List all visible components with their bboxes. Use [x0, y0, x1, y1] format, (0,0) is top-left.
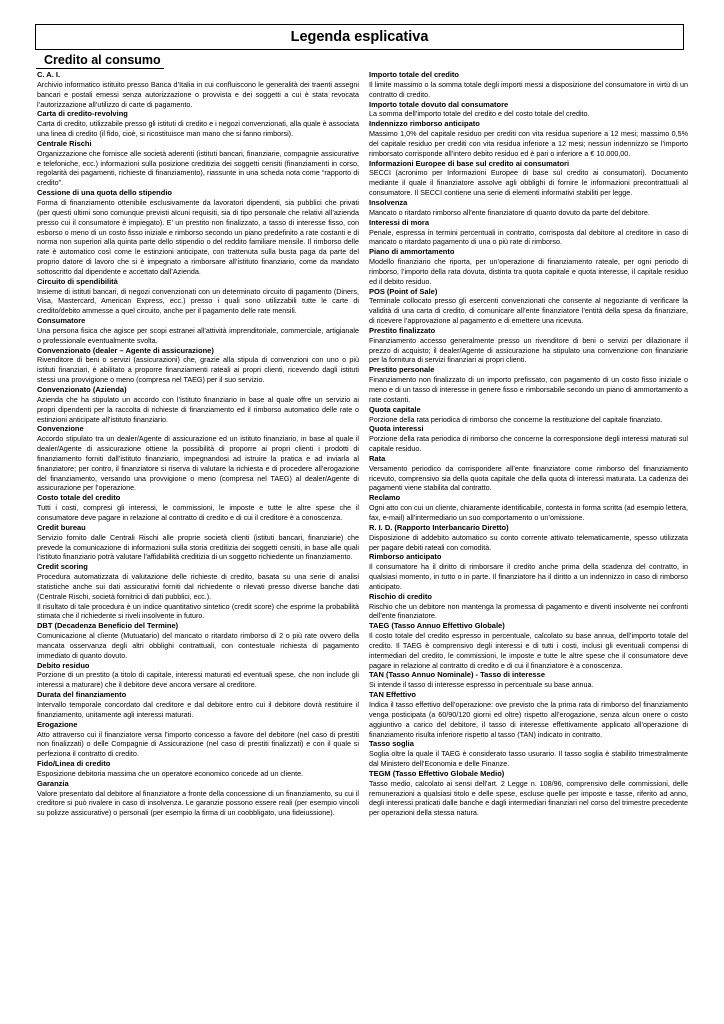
entry-definition: Modello finanziario che riporta, per un’operazione di finanziamento rateale, per ogni periodo di rimborso, l’importo della rata dovuta, distinta tra quota capitale e quota interesse, il capitale residuo ed il debito residuo.	[369, 257, 688, 286]
entry-definition: Tutti i costi, compresi gli interessi, le commissioni, le imposte e tutte le altre spese che il consumatore deve pagare in relazione al contratto di credito e di cui il creditore è a conoscenza.	[37, 503, 359, 522]
entry-term: Costo totale del credito	[37, 493, 121, 503]
entry-definition: Massimo 1,0% del capitale residuo per crediti con vita residua superiore a 12 mesi; massimo 0,5% del capitale residuo per crediti con vita residua inferiore a 12 mesi; nessun indennizzo se l’importo rimborsato corrisponde all’intero debito residuo ed è pari o inferiore a € 10.000,00.	[369, 129, 688, 158]
glossary-entry	[37, 70, 359, 109]
glossary-entry	[369, 100, 688, 120]
entry-definition: Disposizione di addebito automatico su conto corrente attivato telematicamente, spesso utilizzata per pagare debiti rateali con comodità.	[369, 532, 688, 552]
glossary-entry	[369, 690, 688, 739]
glossary-entry	[37, 139, 359, 188]
entry-definition: Esposizione debitoria massima che un operatore economico concede ad un cliente.	[37, 768, 304, 778]
entry-definition: Rivenditore di beni o servizi (assicurazioni) che, grazie alla stipula di convenzioni con uno o più istituti finanziari, è abilitato a proporre finanziamenti rateali ai propri clienti, ricevendo dagli istituti stessi una provvigione o meno (compresa nel TAEG) per il suo servizio.	[37, 355, 359, 385]
entry-term: Fido/Linea di credito	[37, 759, 111, 769]
entry-definition: Rischio che un debitore non mantenga la promessa di pagamento e diventi insolvente nei confronti dell’ente finanziatore.	[369, 601, 688, 621]
glossary-entry	[37, 109, 359, 139]
entry-term: R. I. D. (Rapporto Interbancario Diretto)	[369, 522, 509, 532]
entry-definition: Una persona fisica che agisce per scopi estranei all’attività imprenditoriale, commerciale, artigianale o professionale eventualmente svolta.	[37, 325, 359, 345]
entry-term: Carta di credito-revolving	[37, 109, 128, 119]
entry-definition: La somma dell’importo totale del credito e del costo totale del credito.	[369, 109, 590, 119]
entry-term: Convenzione	[37, 424, 84, 434]
entry-definition: Il costo totale del credito espresso in percentuale, calcolato su base annua, dell’importo totale del credito. Il TAEG è comprensivo degli interessi e di tutti i costi, inclusi gli eventuali compensi di intermediari del credito, le commissioni, le imposte e tutte le altre spese che il consumatore deve pagare in relazione al contratto di credito e di cui il finanziatore è a conoscenza.	[369, 631, 688, 670]
entry-definition: Il consumatore ha il diritto di rimborsare il credito anche prima della scadenza del contratto, in qualsiasi momento, in tutto o in parte. Il finanziatore ha il diritto a un indennizzo in caso di rimborso anticipato.	[369, 562, 688, 591]
section-underline	[36, 68, 164, 69]
entry-definition: Soglia oltre la quale il TAEG è considerato tasso usurario. Il tasso soglia è stabilito trimestralmente dal Ministero dell’Economia e delle Finanze.	[369, 749, 688, 769]
entry-term: TAN Effettivo	[369, 690, 416, 700]
entry-term: Interessi di mora	[369, 217, 430, 227]
glossary-entry	[369, 454, 688, 493]
glossary-entry	[37, 316, 359, 346]
entry-term: DBT (Decadenza Beneficio del Termine)	[37, 621, 179, 631]
glossary-entry	[369, 405, 688, 425]
entry-term: Durata del finanziamento	[37, 690, 127, 700]
entry-definition: Versamento periodico da corrispondere all’ente finanziatore come rimborso del finanziamento ricevuto, comprensivo sia della quota capitale che della quota di interessi maturata. La cadenza dei pagamenti viene stabilita dal contratto.	[369, 463, 688, 493]
entry-term: Rischio di credito	[369, 591, 432, 601]
entry-definition: Accordo stipulato tra un dealer/Agente di assicurazione ed un istituto finanziario, in base al quale il dealer/Agente di assicurazione ottiene la possibilità di proporre ai propri clienti i prodotti di finanziamento forniti dall’istituto finanziario, impegnandosi ad istruire la pratica e ad inviarla al finanziatore; per contro, il finanziatore si riserva di valutare la richiesta e di procedere all’erogazione del finanziamento, versando una provvigione o meno (compresa nel TAEG) al dealer/Agente di assicurazione per l’operazione.	[37, 434, 359, 493]
entry-term: TAN (Tasso Annuo Nominale) - Tasso di interesse	[369, 670, 545, 680]
glossary-entry	[369, 218, 688, 248]
entry-term: Quota capitale	[369, 404, 421, 414]
entry-term: POS (Point of Sale)	[369, 286, 438, 296]
entry-term: Centrale Rischi	[37, 138, 92, 148]
entry-definition: Si intende il tasso di interesse espresso in percentuale su base annua.	[369, 680, 594, 690]
entry-definition: Archivio informatico istituito presso Banca d’Italia in cui confluiscono le generalità dei traenti assegni bancari e postali emessi senza autorizzazione o provvista e dei soggetti a cui è stata revocata l’autorizzazione all’utilizzo di carte di pagamento.	[37, 79, 359, 109]
glossary-entry	[37, 720, 359, 759]
right-column	[369, 70, 688, 818]
entry-definition: Finanziamento accesso generalmente presso un rivenditore di beni o servizi per dilazionare il prezzo di acquisto; il dealer/Agente di assicurazione ha stipulato una convenzione con finanziarie per la fornitura di servizi finanziari ai propri clienti.	[369, 335, 688, 365]
glossary-entry	[369, 621, 688, 670]
glossary-entry	[369, 493, 688, 523]
glossary-entry	[369, 739, 688, 769]
entry-definition: Atto attraverso cui il finanziatore versa l’importo concesso a favore del debitore (nel caso di prestiti non finalizzati) o delle Compagnie di Assicurazione (nel caso di prestiti finalizzati) e con il quale si perfeziona il contratto di credito.	[37, 729, 359, 759]
entry-term: TAEG (Tasso Annuo Effettivo Globale)	[369, 621, 505, 631]
entry-definition: Tasso medio, calcolato ai sensi dell’art. 2 Legge n. 108/96, comprensivo delle commissioni, delle remunerazioni a qualsiasi titolo e delle spese, escluse quelle per imposte e tasse, riferito ad anno, degli interessi praticati dalle banche e dagli intermediari finanziari nel corso del trimestre precedente per operazioni della stessa natura.	[369, 778, 688, 818]
entry-term: Rata	[369, 453, 386, 463]
entry-definition: Il risultato di tale procedura è un indice quantitativo sintetico (credit score) che esprime la probabilità stimata che il richiedente si riveli insolvente in futuro.	[37, 601, 359, 621]
entry-term: Consumatore	[37, 316, 86, 326]
glossary-entry	[37, 759, 359, 779]
entry-term: Credit scoring	[37, 562, 88, 572]
glossary-entry	[37, 277, 359, 316]
glossary-entry	[37, 562, 359, 621]
glossary-entry	[369, 287, 688, 326]
entry-definition: Valore presentato dal debitore al finanziatore a fronte della concessione di un finanziamento, su cui il creditore si può rivalere in caso di insolvenza. Le garanzie possono essere reali (per esempio vincoli su polizze assicurative) o personali (per esempio la firma di un coobbligato, una fideiussione).	[37, 788, 359, 818]
glossary-entry	[37, 661, 359, 691]
page-title: Legenda esplicativa	[290, 29, 429, 45]
entry-definition: Mancato o ritardato rimborso all’ente finanziatore di quanto dovuto da parte del debitore.	[369, 207, 650, 217]
glossary-entry	[37, 188, 359, 277]
entry-term: Tasso soglia	[369, 739, 414, 749]
glossary-entry	[37, 346, 359, 385]
entry-term: Erogazione	[37, 719, 78, 729]
entry-definition: Finanziamento non finalizzato di un importo prefissato, con pagamento di un costo fisso iniziale o meno e di un tasso di interesse in genere fisso e rimborsabile secondo un piano di ammortamento a rate costanti.	[369, 375, 688, 404]
glossary-entry	[37, 385, 359, 424]
glossary-entry	[369, 424, 688, 454]
entry-definition: Carta di credito, utilizzabile presso gli istituti di credito e i negozi convenzionati, alla quale è associata una linea di credito (il fido, cioè, si ricostituisce man mano che si fanno rimborsi).	[37, 119, 360, 139]
glossary-entry	[369, 159, 688, 198]
glossary-entry	[369, 247, 688, 286]
entry-term: Circuito di spendibilità	[37, 276, 118, 286]
entry-definition: Forma di finanziamento ottenibile esclusivamente da lavoratori dipendenti, sia pubblici che privati (per questi ultimi sono comunque previsti alcuni requisiti, sia di tipo personale che relativi all’azienda presso cui il consumatore è impiegato). E’ un prestito non finalizzato, a tasso di interesse fisso, con esborso o meno di un costo fisso iniziale e rimborso secondo un piano predefinito a rate costanti e di norma non superiori alla quinta parte dello stipendio o del reddito familiare mensile. Il rimborso delle rate è automatico così come le estinzioni anticipate, con trattenuta sulla busta paga da parte del proprio datore di lavoro che si è impegnato a rimborsare all’istituto finanziario, come da mandato sottoscritto dal dipendente e accettato dall’Azienda.	[37, 197, 359, 276]
entry-term: Importo totale del credito	[369, 70, 460, 79]
entry-term: Cessione di una quota dello stipendio	[37, 188, 173, 198]
glossary-entry	[369, 552, 688, 591]
entry-term: Quota interessi	[369, 424, 424, 434]
glossary-entry	[369, 198, 688, 218]
glossary-entry	[369, 70, 688, 100]
entry-definition: Intervallo temporale concordato dal creditore e dal debitore entro cui il debitore dovrà restituire il finanziamento, unitamente agli interessi maturati.	[37, 700, 359, 719]
glossary-entry	[37, 690, 359, 720]
entry-term: Convenzionato (dealer – Agente di assicurazione)	[37, 345, 214, 355]
glossary-entry	[369, 670, 688, 690]
glossary-entry	[37, 779, 359, 818]
entry-term: Rimborso anticipato	[369, 552, 442, 562]
entry-definition: Insieme di istituti bancari, di negozi convenzionati con un determinato circuito di pagamento (Diners, Visa, Mastercard, American Express, ecc.) presso i quali sono utilizzabili tutte le carte di credito/debito ammesse a quel circuito, anche per il pagamento delle rate mensili.	[37, 286, 359, 316]
glossary-entry	[369, 592, 688, 622]
entry-definition: Comunicazione al cliente (Mutuatario) del mancato o ritardato rimborso di 2 o più rate ovvero della mancata osservanza degli altri obblighi contrattuali, con contestuale richiesta di pagamento immediato di quanto dovuto.	[37, 631, 359, 660]
entry-term: Importo totale dovuto dal consumatore	[369, 99, 509, 109]
entry-term: Prestito finalizzato	[369, 325, 436, 335]
header-box	[35, 24, 684, 50]
glossary-entry	[37, 493, 359, 523]
entry-definition: Il limite massimo o la somma totale degli importi messi a disposizione del consumatore in virtù di un contratto di credito.	[369, 79, 688, 99]
entry-definition: Porzione della rata periodica di rimborso che concerne la corresponsione degli interessi maturati sul capitale residuo.	[369, 434, 688, 454]
glossary-entry	[369, 119, 688, 158]
entry-definition: Porzione di un prestito (a titolo di capitale, interessi maturati ed eventuali spese, che non include gli interessi a maturare) che il debitore deve ancora versare al creditore.	[37, 670, 359, 690]
glossary-entry	[369, 769, 688, 818]
entry-term: Debito residuo	[37, 660, 90, 670]
entry-term: Convenzionato (Azienda)	[37, 385, 127, 394]
entry-term: Reclamo	[369, 493, 401, 503]
glossary-entry	[37, 424, 359, 493]
entry-definition: Penale, espressa in termini percentuali in contratto, corrisposta dal debitore al creditore in caso di mancato o ritardato pagamento di una o più rate di rimborso.	[369, 227, 688, 247]
entry-term: Credit bureau	[37, 522, 86, 532]
entry-term: Indennizzo rimborso anticipato	[369, 119, 480, 129]
entry-definition: Azienda che ha stipulato un accordo con l’istituto finanziario in base al quale offre un servizio ai propri dipendenti per la raccolta di richieste di finanziamento ed il rimborso automatico delle rate o estinzioni anticipate all’istituto finanziario.	[37, 394, 359, 424]
glossary-entry	[369, 326, 688, 365]
entry-definition: Servizio fornito dalle Centrali Rischi alle proprie società clienti (istituti bancari, finanziarie) che prevede la comunicazione di informazioni sulla storia creditizia dei soggetti censiti, in base alle quali l’istituto finanziario potrà valutare l’affidabilità creditizia di un soggetto richiedente un finanziamento.	[37, 532, 359, 562]
entry-term: Prestito personale	[369, 365, 435, 375]
entry-term: Insolvenza	[369, 197, 408, 207]
glossary-entry	[37, 621, 359, 660]
section-title: Credito al consumo	[44, 53, 161, 67]
entry-definition: Terminale collocato presso gli esercenti convenzionati che consente al negoziante di verificare la validità di una carta di credito, di comunicare all’ente finanziatore l’entità della spesa da finanziare, di ricevere l’approvazione al pagamento e di emettere una ricevuta.	[369, 296, 688, 326]
glossary-entry	[369, 365, 688, 404]
entry-definition: Indica il tasso effettivo dell’operazione: ove previsto che la prima rata di rimborso del finanziamento venga posticipata (a 60/90/120 giorni ed oltre) rispetto all’erogazione, senza alcun onere o costo aggiuntivo a carico del debitore, il tasso di interesse effettivamente applicato all’operazione di finanziamento risulta inferiore rispetto al tasso (TAN) indicato in contratto.	[369, 700, 688, 739]
entry-term: Garanzia	[37, 778, 69, 788]
entry-definition: Procedura automatizzata di valutazione delle richieste di credito, basata su una serie di analisi statistiche anche sui dati assicurativi forniti dal richiedente o rilevati presso diverse banche dati (Centrale Rischi, società fornitrici di dati pubblici, ecc.).	[37, 572, 359, 601]
entry-term: Piano di ammortamento	[369, 247, 455, 257]
entry-definition: SECCI (acronimo per Informazioni Europee di base sul credito ai consumatori). Documento mediante il quale il finanziatore assolve agli obblighi di fornire le informazioni precontrattuali al consumatore. Il SECCI contiene una serie di elementi informativi stabiliti per legge.	[369, 168, 688, 198]
entry-definition: Ogni atto con cui un cliente, chiaramente identificabile, contesta in forma scritta (ad esempio lettera, fax, e-mail) all’intermediario un suo comportamento o un’omissione.	[369, 503, 688, 522]
entry-definition: Porzione della rata periodica di rimborso che concerne la restituzione del capitale finanziato.	[369, 414, 663, 424]
left-column	[37, 70, 359, 818]
entry-term: C. A. I.	[37, 70, 61, 79]
entry-term: TEGM (Tasso Effettivo Globale Medio)	[369, 768, 505, 778]
glossary-entry	[369, 523, 688, 553]
glossary-entry	[37, 523, 359, 562]
entry-term: Informazioni Europee di base sul credito ai consumatori	[369, 158, 570, 168]
entry-definition: Organizzazione che fornisce alle società aderenti (istituti bancari, finanziarie, compagnie assicurative e telefoniche, ecc.) informazioni sulla posizione creditizia dei soggetti censiti (finanziamenti in corso, regolarità dei pagamenti, richieste di finanziamento), riassunte in una scheda nota come “rapporto di credito”.	[37, 148, 359, 188]
